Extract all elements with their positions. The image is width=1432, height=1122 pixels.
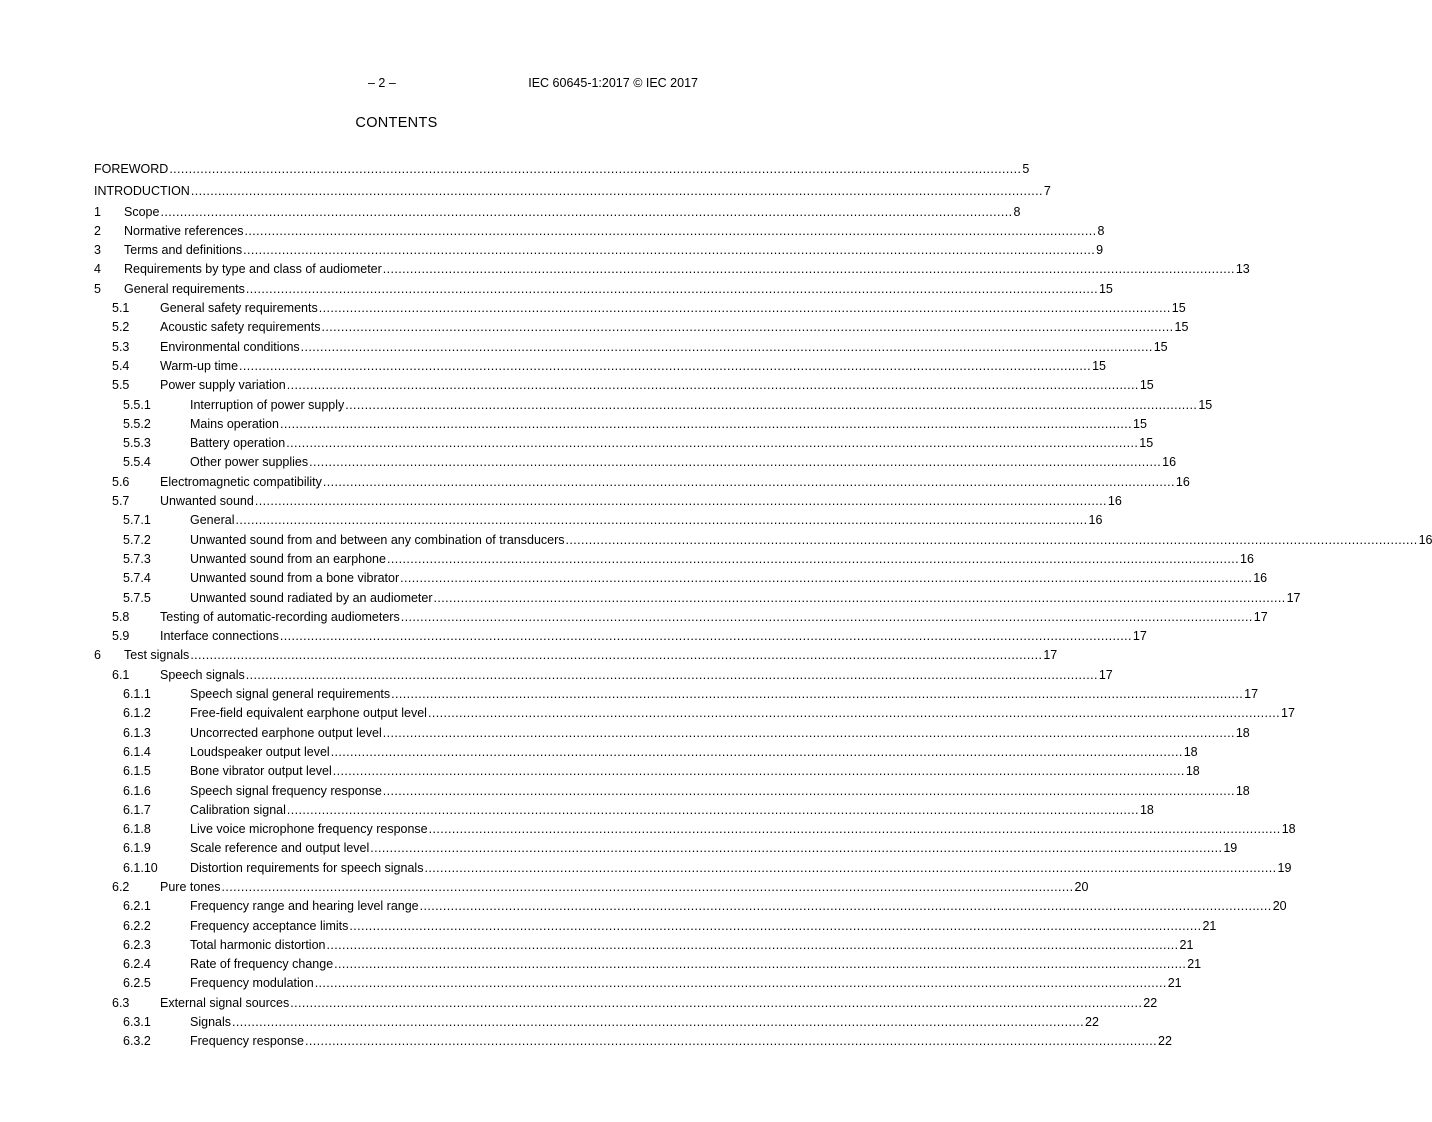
dot-leader: ............................................................................................................................................................................................................................ (386, 551, 1240, 566)
toc-entry[interactable] (94, 917, 1217, 936)
page-number: – 2 – (368, 76, 396, 90)
dot-leader: ............................................................................................................................................................................................................................ (427, 706, 1281, 721)
toc-entry-title: Frequency range and hearing level range (190, 899, 419, 914)
toc-entry-title: Scale reference and output level (190, 841, 370, 856)
dot-leader: ............................................................................................................................................................................................................................ (400, 609, 1253, 624)
dot-leader: ............................................................................................................................................................................................................................ (300, 339, 1153, 354)
dot-leader: ............................................................................................................................................................................................................................ (349, 918, 1202, 933)
toc-entry-page: 17 (1244, 687, 1259, 702)
toc-entry-number: 6 (94, 648, 101, 663)
toc-entry-number: 6.2.5 (123, 976, 151, 991)
toc-entry-page: 22 (1143, 995, 1158, 1010)
dot-leader: ............................................................................................................................................................................................................................ (245, 667, 1098, 682)
toc-entry-title: Distortion requirements for speech signals (190, 860, 424, 875)
toc-entry[interactable] (94, 531, 1432, 550)
toc-entry[interactable] (94, 666, 1113, 685)
toc-entry-page: 18 (1235, 725, 1250, 740)
toc-entry[interactable] (94, 859, 1292, 878)
toc-entry-title: Environmental conditions (160, 339, 300, 354)
toc-entry-page: 16 (1162, 455, 1177, 470)
dot-leader: ............................................................................................................................................................................................................................ (190, 648, 1043, 663)
toc-entry-number: 5.7.1 (123, 513, 151, 528)
toc-entry-page: 8 (1097, 223, 1105, 238)
toc-entry-page: 17 (1132, 629, 1147, 644)
toc-entry-page: 16 (1107, 494, 1122, 509)
dot-leader: ............................................................................................................................................................................................................................ (321, 320, 1174, 335)
toc-entry-title: Scope (124, 204, 160, 219)
toc-entry[interactable] (94, 936, 1194, 955)
toc-entry-number: 6.1.2 (123, 706, 151, 721)
toc-entry[interactable] (94, 280, 1113, 299)
dot-leader: ............................................................................................................................................................................................................................ (235, 513, 1088, 528)
toc-entry-number: 5.3 (112, 339, 130, 354)
toc-entry[interactable] (94, 782, 1250, 801)
toc-entry-title: Frequency response (190, 1034, 304, 1049)
toc-entry-number: 6.2.1 (123, 899, 151, 914)
toc-entry-page: 17 (1043, 648, 1058, 663)
toc-entry-title: Acoustic safety requirements (160, 320, 321, 335)
toc-entry-number: 3 (94, 243, 101, 258)
toc-entry[interactable] (94, 994, 1158, 1013)
dot-leader: ............................................................................................................................................................................................................................ (232, 1015, 1085, 1030)
toc-entry-page: 15 (1098, 281, 1113, 296)
toc-entry-page: 18 (1185, 764, 1200, 779)
toc-entry-number: 6.1.6 (123, 783, 151, 798)
toc-entry-title: Free-field equivalent earphone output level (190, 706, 427, 721)
toc-entry-title: Mains operation (190, 416, 279, 431)
toc-entry-number: 5.1 (112, 301, 130, 316)
dot-leader: ............................................................................................................................................................................................................................ (326, 937, 1179, 952)
dot-leader: ............................................................................................................................................................................................................................ (286, 802, 1139, 817)
dot-leader: ............................................................................................................................................................................................................................ (290, 995, 1143, 1010)
document-id: IEC 60645-1:2017 © IEC 2017 (528, 76, 698, 90)
toc-entry[interactable] (94, 376, 1154, 395)
toc-entry[interactable] (94, 839, 1238, 858)
toc-entry-number: 6.1.3 (123, 725, 151, 740)
toc-entry-page: 18 (1281, 822, 1296, 837)
toc-entry-number: 6.3.2 (123, 1034, 151, 1049)
toc-entry-page: 15 (1198, 397, 1213, 412)
toc-entry-number: 5.9 (112, 629, 130, 644)
toc-entry-page: 15 (1153, 339, 1168, 354)
toc-entry-title: Power supply variation (160, 378, 286, 393)
toc-entry-number: 5.2 (112, 320, 130, 335)
toc-entry-number: 5.5.4 (123, 455, 151, 470)
toc-entry-number: 2 (94, 223, 101, 238)
toc-entry[interactable] (94, 974, 1182, 993)
toc-entry-title: Speech signals (160, 667, 245, 682)
toc-entry-title: Loudspeaker output level (190, 744, 330, 759)
toc-entry-number: 4 (94, 262, 101, 277)
toc-entry-number: 5.5.3 (123, 436, 151, 451)
toc-entry-page: 17 (1286, 590, 1301, 605)
toc-entry-page: 17 (1098, 667, 1113, 682)
toc-entry-page: 19 (1277, 860, 1292, 875)
dot-leader: ............................................................................................................................................................................................................................ (286, 378, 1139, 393)
toc-entry[interactable] (94, 801, 1154, 820)
dot-leader: ............................................................................................................................................................................................................................ (314, 976, 1167, 991)
toc-entry-title: Terms and definitions (124, 243, 243, 258)
toc-entry-page: 21 (1179, 937, 1194, 952)
toc-entry[interactable] (94, 158, 1030, 180)
toc-entry[interactable] (94, 222, 1105, 241)
toc-entry-title: Battery operation (190, 436, 286, 451)
dot-leader: ............................................................................................................................................................................................................................ (318, 301, 1171, 316)
toc-entry-title: External signal sources (160, 995, 290, 1010)
toc-entry-number: 6.1.5 (123, 764, 151, 779)
toc-entry-page: 21 (1202, 918, 1217, 933)
toc-entry-title: Live voice microphone frequency response (190, 822, 428, 837)
toc-entry-page: 15 (1171, 301, 1186, 316)
toc-entry-title: General safety requirements (160, 301, 318, 316)
toc-entry[interactable] (94, 473, 1190, 492)
dot-leader: ............................................................................................................................................................................................................................ (243, 243, 1096, 258)
toc-entry-title: Test signals (124, 648, 190, 663)
dot-leader: ............................................................................................................................................................................................................................ (424, 860, 1277, 875)
toc-entry-page: 16 (1418, 532, 1432, 547)
toc-entry-page: 5 (1022, 162, 1030, 176)
dot-leader: ............................................................................................................................................................................................................................ (286, 436, 1139, 451)
page-header (94, 76, 698, 92)
dot-leader: ............................................................................................................................................................................................................................ (382, 725, 1235, 740)
toc-entry-title: Unwanted sound radiated by an audiometer (190, 590, 433, 605)
dot-leader: ............................................................................................................................................................................................................................ (400, 571, 1253, 586)
toc-entry-page: 16 (1088, 513, 1103, 528)
toc-entry-number: 5 (94, 281, 101, 296)
dot-leader: ............................................................................................................................................................................................................................ (160, 204, 1013, 219)
dot-leader: ............................................................................................................................................................................................................................ (330, 744, 1183, 759)
toc-entry-number: 6.2.2 (123, 918, 151, 933)
toc-entry-title: Other power supplies (190, 455, 309, 470)
dot-leader: ............................................................................................................................................................................................................................ (245, 281, 1098, 296)
toc-entry-title: Uncorrected earphone output level (190, 725, 382, 740)
toc-entry-title: Frequency acceptance limits (190, 918, 349, 933)
toc-entry[interactable] (94, 704, 1295, 723)
toc-entry[interactable] (94, 646, 1058, 665)
toc-entry[interactable] (94, 589, 1301, 608)
toc-entry-number: 1 (94, 204, 101, 219)
dot-leader: ............................................................................................................................................................................................................................ (254, 494, 1107, 509)
toc-entry-number: 5.5 (112, 378, 130, 393)
toc-entry-page: 8 (1013, 204, 1021, 219)
toc-entry[interactable] (94, 724, 1250, 743)
toc-entry-page: 21 (1167, 976, 1182, 991)
contents-title: CONTENTS (355, 115, 438, 131)
toc-entry-title: Unwanted sound from and between any combination of transducers (190, 532, 565, 547)
toc-entry-title: Unwanted sound from an earphone (190, 551, 386, 566)
toc-entry[interactable] (94, 1013, 1099, 1032)
toc-entry-number: 6.2 (112, 879, 130, 894)
toc-entry-number: 5.7.4 (123, 571, 151, 586)
toc-entry[interactable] (94, 299, 1186, 318)
dot-leader: ............................................................................................................................................................................................................................ (565, 532, 1418, 547)
dot-leader: ............................................................................................................................................................................................................................ (370, 841, 1223, 856)
dot-leader: ............................................................................................................................................................................................................................ (279, 629, 1132, 644)
toc-entry-number: 6.3 (112, 995, 130, 1010)
toc-entry[interactable] (94, 743, 1198, 762)
toc-entry-number: 6.1.8 (123, 822, 151, 837)
toc-entry-title: Normative references (124, 223, 244, 238)
toc-entry-page: 19 (1223, 841, 1238, 856)
dot-leader: ............................................................................................................................................................................................................................ (382, 262, 1235, 277)
toc-entry[interactable] (94, 415, 1147, 434)
toc-entry[interactable] (94, 396, 1213, 415)
table-of-contents (94, 158, 1432, 1052)
toc-entry-number: 5.4 (112, 358, 130, 373)
toc-entry-page: 15 (1133, 416, 1147, 431)
toc-entry[interactable] (94, 569, 1268, 588)
dot-leader: ............................................................................................................................................................................................................................ (304, 1034, 1157, 1049)
toc-entry-title: Interface connections (160, 629, 279, 644)
dot-leader: ............................................................................................................................................................................................................................ (239, 358, 1092, 373)
toc-entry[interactable] (94, 820, 1296, 839)
toc-entry-title: Unwanted sound from a bone vibrator (190, 571, 400, 586)
dot-leader: ............................................................................................................................................................................................................................ (309, 455, 1162, 470)
toc-entry-number: 5.7.3 (123, 551, 151, 566)
toc-entry-page: 15 (1139, 436, 1154, 451)
toc-entry-page: 16 (1175, 474, 1190, 489)
toc-entry-page: 21 (1187, 957, 1202, 972)
dot-leader: ............................................................................................................................................................................................................................ (332, 764, 1185, 779)
toc-entry[interactable] (94, 608, 1268, 627)
toc-entry-page: 16 (1253, 571, 1268, 586)
toc-entry-number: 6.1.1 (123, 687, 151, 702)
dot-leader: ............................................................................................................................................................................................................................ (391, 687, 1244, 702)
toc-entry-page: 18 (1183, 744, 1198, 759)
toc-entry-title: Signals (190, 1015, 231, 1030)
toc-entry-number: 5.8 (112, 609, 130, 624)
toc-entry-page: 18 (1139, 802, 1154, 817)
toc-entry-page: 9 (1096, 243, 1104, 258)
toc-entry-page: 16 (1240, 551, 1254, 566)
toc-entry[interactable] (94, 897, 1287, 916)
toc-entry-number: 6.1.4 (123, 744, 151, 759)
toc-entry[interactable] (94, 357, 1106, 376)
toc-entry-number: 6.1 (112, 667, 130, 682)
dot-leader: ............................................................................................................................................................................................................................ (334, 957, 1187, 972)
toc-entry[interactable] (94, 453, 1177, 472)
toc-entry-page: 22 (1085, 1015, 1099, 1030)
toc-entry[interactable] (94, 338, 1168, 357)
toc-entry-page: 15 (1139, 378, 1154, 393)
toc-entry-title: Total harmonic distortion (190, 937, 326, 952)
toc-entry-title: Testing of automatic-recording audiometers (160, 609, 400, 624)
dot-leader: ............................................................................................................................................................................................................................ (433, 590, 1286, 605)
toc-entry[interactable] (94, 762, 1200, 781)
dot-leader: ............................................................................................................................................................................................................................ (244, 223, 1097, 238)
toc-entry-title: Calibration signal (190, 802, 286, 817)
toc-entry-title: Speech signal general requirements (190, 687, 391, 702)
toc-entry-title: Unwanted sound (160, 494, 254, 509)
toc-entry-number: 6.1.10 (123, 860, 158, 875)
toc-entry[interactable] (94, 180, 1051, 202)
toc-entry[interactable] (94, 434, 1154, 453)
toc-entry-title: Requirements by type and class of audiometer (124, 262, 382, 277)
toc-entry-number: 6.1.9 (123, 841, 151, 856)
toc-entry-number: 5.7.2 (123, 532, 151, 547)
toc-entry-number: 6.2.4 (123, 957, 151, 972)
toc-entry[interactable] (94, 955, 1202, 974)
toc-entry[interactable] (94, 627, 1147, 646)
toc-entry-title: Frequency modulation (190, 976, 314, 991)
dot-leader: ............................................................................................................................................................................................................................ (279, 416, 1132, 431)
dot-leader: ............................................................................................................................................................................................................................ (419, 899, 1272, 914)
toc-entry-number: 6.2.3 (123, 937, 151, 952)
toc-entry-number: 5.7.5 (123, 590, 151, 605)
toc-entry-number: 5.7 (112, 494, 130, 509)
toc-entry[interactable] (94, 203, 1021, 222)
toc-entry[interactable] (94, 241, 1104, 260)
toc-entry[interactable] (94, 318, 1189, 337)
toc-entry-number: 5.5.2 (123, 416, 151, 431)
toc-entry[interactable] (94, 878, 1089, 897)
toc-entry-title: Interruption of power supply (190, 397, 345, 412)
toc-entry-title: Speech signal frequency response (190, 783, 382, 798)
toc-entry-page: 20 (1272, 899, 1287, 914)
toc-entry-page: 17 (1281, 706, 1295, 721)
toc-entry-page: 13 (1235, 262, 1250, 277)
dot-leader: ............................................................................................................................................................................................................................ (169, 162, 1022, 176)
toc-entry[interactable] (94, 685, 1259, 704)
toc-entry-title: Pure tones (160, 879, 221, 894)
toc-entry-title: General requirements (124, 281, 245, 296)
toc-entry[interactable] (94, 1032, 1172, 1051)
toc-entry-title: INTRODUCTION (94, 184, 190, 199)
toc-entry-page: 17 (1253, 609, 1268, 624)
toc-entry-title: General (190, 513, 235, 528)
toc-entry-page: 22 (1158, 1034, 1172, 1049)
dot-leader: ............................................................................................................................................................................................................................ (345, 397, 1198, 412)
toc-entry-page: 7 (1043, 184, 1051, 199)
toc-entry[interactable] (94, 492, 1122, 511)
dot-leader: ............................................................................................................................................................................................................................ (190, 184, 1043, 199)
toc-entry-number: 5.5.1 (123, 397, 151, 412)
dot-leader: ............................................................................................................................................................................................................................ (322, 474, 1175, 489)
toc-entry-page: 18 (1235, 783, 1250, 798)
toc-entry-title: Warm-up time (160, 358, 239, 373)
toc-entry-title: Rate of frequency change (190, 957, 334, 972)
dot-leader: ............................................................................................................................................................................................................................ (382, 783, 1235, 798)
toc-entry-number: 5.6 (112, 474, 130, 489)
toc-entry-number: 6.1.7 (123, 802, 151, 817)
toc-entry-page: 15 (1174, 320, 1189, 335)
toc-entry[interactable] (94, 550, 1254, 569)
toc-entry-title: FOREWORD (94, 162, 169, 176)
toc-entry[interactable] (94, 260, 1250, 279)
toc-entry[interactable] (94, 511, 1103, 530)
dot-leader: ............................................................................................................................................................................................................................ (221, 879, 1074, 894)
toc-entry-title: Bone vibrator output level (190, 764, 332, 779)
toc-entry-number: 6.3.1 (123, 1015, 151, 1030)
toc-entry-page: 20 (1074, 879, 1089, 894)
dot-leader: ............................................................................................................................................................................................................................ (428, 822, 1281, 837)
toc-entry-page: 15 (1092, 358, 1106, 373)
toc-entry-title: Electromagnetic compatibility (160, 474, 322, 489)
